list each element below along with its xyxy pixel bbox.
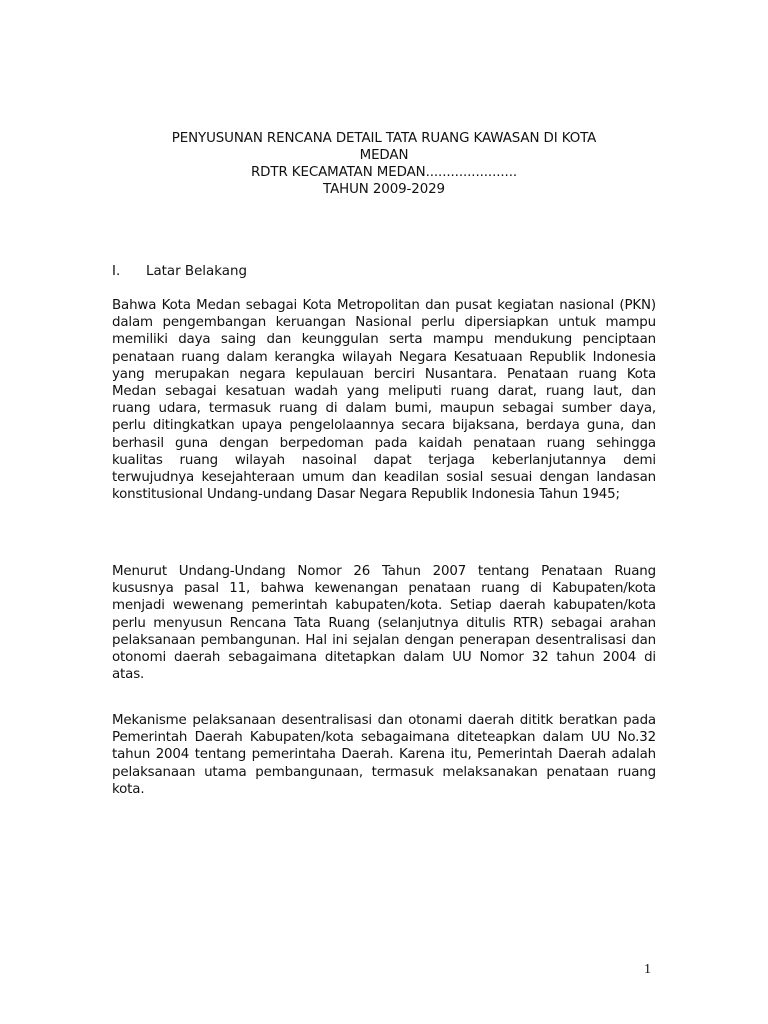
paragraph-line: menjadi wewenang pemerintah kabupaten/kota. Setiap daerah kabupaten/kota [112, 598, 656, 614]
paragraph-line: Pemerintah Daerah Kabupaten/kota sebagaimana diteteapkan dalam UU No.32 [112, 730, 656, 746]
paragraph-line: memiliki daya saing dan keunggulan serta mampu mendukung penciptaan [112, 332, 656, 348]
paragraph-line: kususnya pasal 11, bahwa kewenangan penataan ruang di Kabupaten/kota [112, 581, 656, 597]
paragraph-line: terwujudnya kesejahteraan umum dan keadilan sosial sesuai dengan landasan [112, 470, 656, 486]
paragraph-line: Menurut Undang-Undang Nomor 26 Tahun 2007 tentang Penataan Ruang [112, 564, 656, 579]
paragraph-line: Bahwa Kota Medan sebagai Kota Metropolitan dan pusat kegiatan nasional (PKN) [112, 298, 656, 313]
paragraph [112, 563, 656, 683]
paragraph-line: Mekanisme pelaksanaan desentralisasi dan otonami daerah dititk beratkan pada [112, 713, 656, 728]
page-number: 1 [644, 962, 651, 977]
paragraph-line: tahun 2004 tentang pemerintaha Daerah. Karena itu, Pemerintah Daerah adalah [112, 747, 656, 763]
title-line: PENYUSUNAN RENCANA DETAIL TATA RUANG KAWASAN DI KOTA [171, 131, 597, 146]
paragraph-line: pelaksanaan utama pembangunaan, termasuk melaksanakan penataan ruang [112, 764, 656, 780]
paragraph-line: pelaksanaan pembangunan. Hal ini sejalan dengan penerapan desentralisasi dan [112, 632, 656, 648]
paragraph [112, 297, 656, 503]
paragraph-line: penataan ruang dalam kerangka wilayah Negara Kesatuaan Republik Indonesia [112, 349, 656, 365]
section-title: Latar Belakang [146, 264, 247, 279]
paragraph-line: berhasil guna dengan berpedoman pada kaidah penataan ruang sehingga [112, 435, 656, 451]
paragraph-line: perlu menyusun Rencana Tata Ruang (selanjutnya ditulis RTR) sebagai arahan [112, 615, 656, 631]
paragraph [112, 712, 656, 798]
section-number: I. [112, 264, 121, 279]
paragraph-line: ruang udara, termasuk ruang di dalam bumi, maupun sebagai sumber daya, [112, 401, 656, 417]
document-title [112, 130, 656, 198]
title-line: RDTR KECAMATAN MEDAN...................... [250, 165, 518, 180]
paragraph-line: otonomi daerah sebagaimana ditetapkan dalam UU Nomor 32 tahun 2004 di [112, 650, 656, 666]
title-line: MEDAN [359, 148, 409, 163]
paragraph-line: kota. [112, 781, 145, 797]
paragraph-line: Medan sebagai kesatuan wadah yang meliputi ruang darat, ruang laut, dan [112, 384, 656, 400]
paragraph-line: dalam pengembangan keruangan Nasional perlu dipersiapkan untuk mampu [112, 315, 656, 331]
paragraph-line: perlu ditingkatkan upaya pengelolaannya secara bijaksana, berdaya guna, dan [112, 418, 656, 434]
section-heading [112, 263, 247, 280]
paragraph-line: kualitas ruang wilayah nasoinal dapat terjaga keberlanjutannya demi [112, 452, 656, 468]
paragraph-line: yang merupakan negara kepulauan berciri Nusantara. Penataan ruang Kota [112, 366, 656, 382]
title-line: TAHUN 2009-2029 [323, 182, 445, 197]
paragraph-line: konstitusional Undang-undang Dasar Negara Republik Indonesia Tahun 1945; [112, 487, 620, 503]
paragraph-line: atas. [112, 667, 145, 683]
